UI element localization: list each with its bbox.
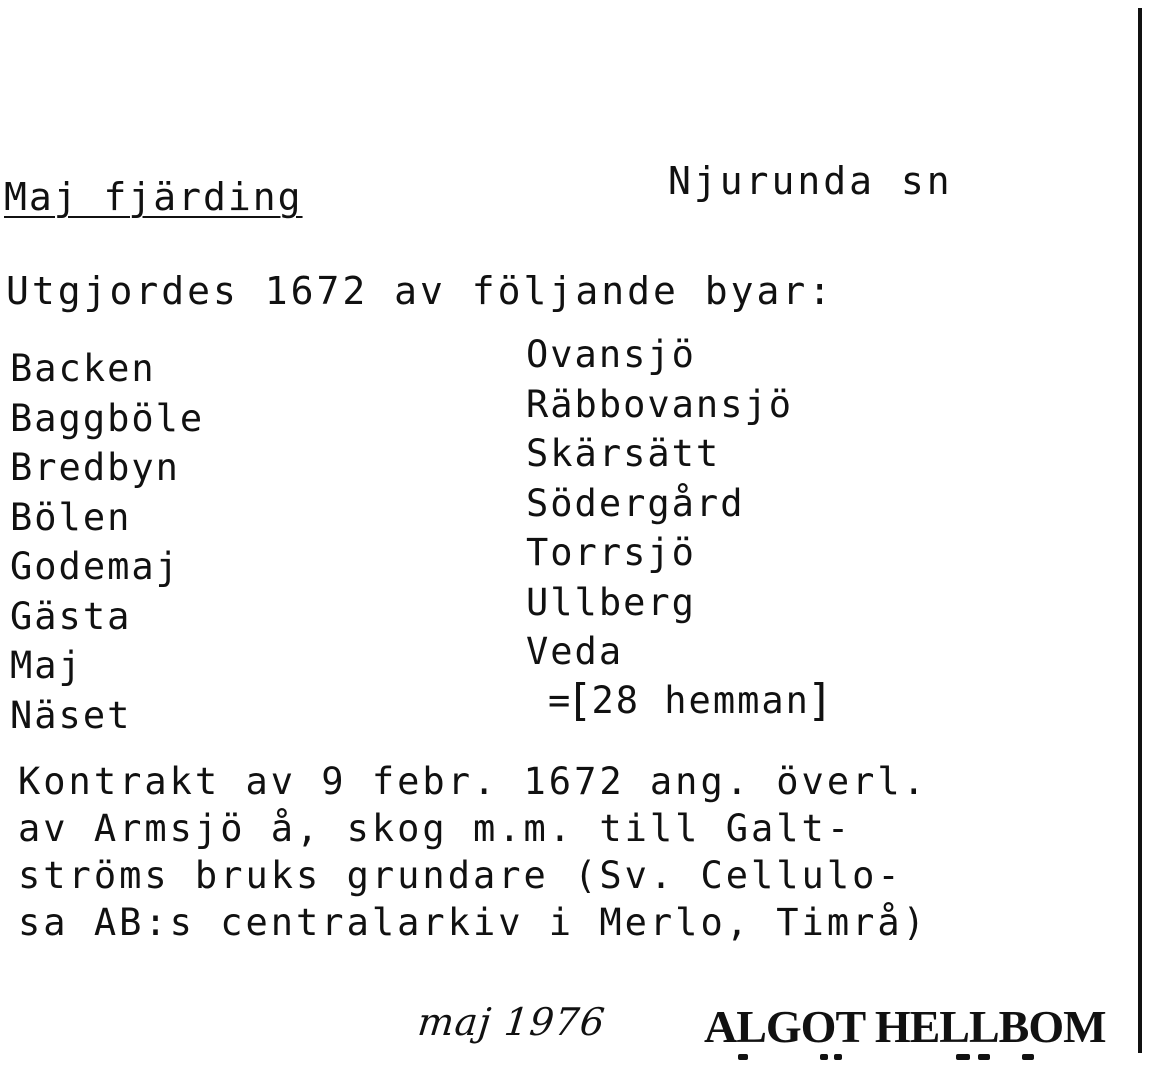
village-item: Skärsätt xyxy=(526,432,721,475)
village-item: Baggböle xyxy=(10,396,205,440)
contract-line: av Armsjö å, skog m.m. till Galt- xyxy=(18,807,853,850)
author-stamp: ALGOT HELLBOM xyxy=(704,1001,1106,1052)
open-bracket: [ xyxy=(572,675,592,726)
cut-off-text-fragment xyxy=(730,1054,1050,1065)
intro-line: Utgjordes 1672 av följande byar: xyxy=(6,269,835,313)
close-bracket: ] xyxy=(809,675,830,726)
contract-note xyxy=(18,758,928,946)
total-prefix: = xyxy=(548,679,573,722)
village-item: Ullberg xyxy=(526,580,696,624)
village-list-left xyxy=(10,344,204,740)
village-item: Maj xyxy=(10,644,83,687)
contract-line: Kontrakt av 9 febr. 1672 ang. överl. xyxy=(18,760,928,803)
village-item: Torrsjö xyxy=(526,531,696,574)
contract-line: ströms bruks grundare (Sv. Cellulo- xyxy=(18,854,903,897)
village-item: Näset xyxy=(10,693,132,737)
village-item: Räbbovansjö xyxy=(526,382,794,426)
village-item: Södergård xyxy=(526,481,745,525)
village-item: Veda xyxy=(526,630,624,673)
village-item: Ovansjö xyxy=(526,333,696,376)
village-item: Gästa xyxy=(10,594,132,638)
card-edge-line xyxy=(1138,8,1142,1053)
village-item: Godemaj xyxy=(10,545,180,588)
village-item: Bredbyn xyxy=(10,446,180,489)
village-list-right xyxy=(526,330,793,677)
total-hemman xyxy=(548,675,830,726)
village-item: Bölen xyxy=(10,495,132,539)
village-item: Backen xyxy=(10,347,156,390)
parish-name: Njurunda sn xyxy=(668,159,953,203)
handwritten-date: maj 1976 xyxy=(415,1000,608,1044)
contract-line: sa AB:s centralarkiv i Merlo, Timrå) xyxy=(18,901,928,944)
total-text: 28 hemman xyxy=(591,679,810,722)
card-title: Maj fjärding xyxy=(4,175,303,219)
